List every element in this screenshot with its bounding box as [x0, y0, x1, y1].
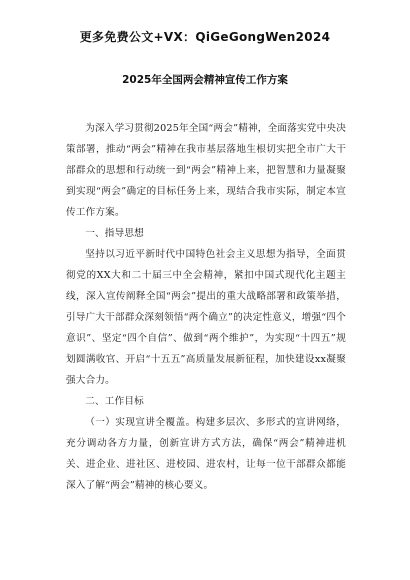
header-banner: 更多免费公文+VX：QiGeGongWen2024: [79, 30, 331, 44]
document-title: 2025年全国两会精神宣传工作方案: [122, 74, 288, 86]
section-heading-guiding-ideology: 一、指导思想: [85, 228, 144, 239]
document-body: [66, 118, 346, 496]
paragraph-guiding-ideology: 坚持以习近平新时代中国特色社会主义思想为指导，全面贯彻党的XX大和二十届三中全会精神，紧扣中国式现代化主题主线，深入宣传阐释全国“两会”提出的重大战略部署和政策举措，引导广大干部群众深刻领悟“两个确立”的决定性意义，增强“四个意识”、坚定“四个自信”、做到“两个维护”，为实现“十四五”规划圆满收官、开启“十五五”高质量发展新征程，加快建设xx凝聚强大合力。: [66, 249, 346, 386]
paragraph-intro: 为深入学习贯彻2025年全国“两会”精神，全面落实党中央决策部署，推动“两会”精神在我市基层落地生根切实把全市广大干部群众的思想和行动统一到“两会”精神上来，把智慧和力量凝聚到实现“两会”确定的目标任务上来，现结合我市实际，制定本宣传工作方案。: [66, 123, 346, 218]
section-heading-work-goals: 二、工作目标: [85, 396, 144, 407]
paragraph-work-goal-1: （一）实现宣讲全覆盖。构建多层次、多形式的宣讲网络，充分调动各方力量，创新宣讲方式方法，确保“两会”精神进机关、进企业、进社区、进校园、进农村，让每一位干部群众都能深入了解“两会”精神的核心要义。: [66, 417, 346, 491]
